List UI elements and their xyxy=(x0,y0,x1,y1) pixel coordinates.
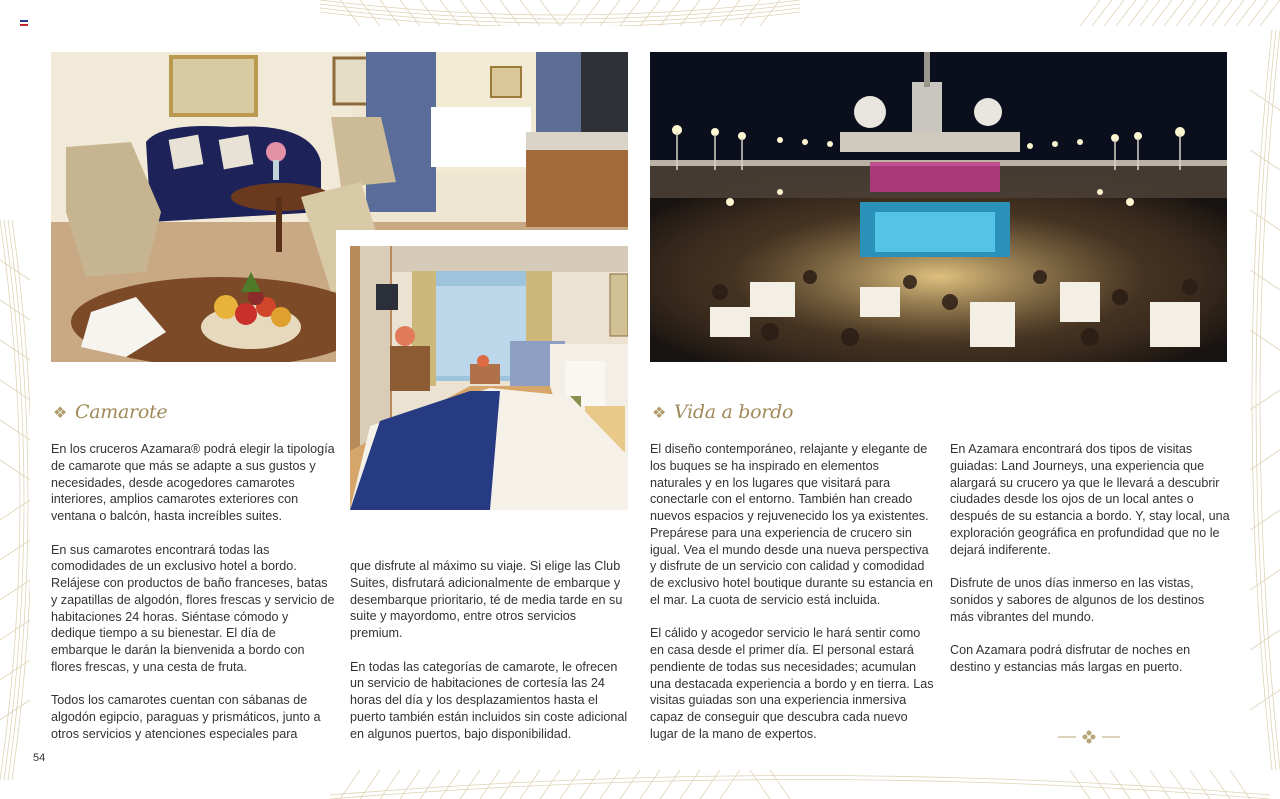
section-heading-vida-a-bordo xyxy=(652,401,793,423)
paragraph: que disfrute al máximo su viaje. Si elige las Club Suites, disfrutará adicionalmente de embarque y desembarque prioritario, té de media tarde en su suite y mayordomo, entre otros servicios premium. xyxy=(350,559,623,640)
paragraph: El cálido y acogedor servicio le hará sentir como en casa desde el primer día. El personal estará pendiente de todas sus necesidades; acumulan una destacada experiencia a bordo y en tierra. Las visitas guiadas son una experiencia inmersiva capaz de conseguir que descubra cada nuevo lugar de la mano de expertos. xyxy=(650,626,934,741)
section-title: Vida a bordo xyxy=(674,401,794,423)
flag-icon xyxy=(20,20,28,26)
decorative-lines-right xyxy=(1250,30,1280,770)
paragraph: Con Azamara podrá disfrutar de noches en destino y estancias más largas en puerto. xyxy=(950,643,1191,674)
paragraph: En todas las categorías de camarote, le ofrecen un servicio de habitaciones de cortesía las 24 horas del día y los desplazamientos hasta el puerto también están incluidos sin coste adicional en algunos puertos, bajo disponibilidad. xyxy=(350,659,628,741)
vida-a-bordo-column-2 xyxy=(950,441,1230,676)
camarote-column-1 xyxy=(51,441,335,743)
camarote-column-2 xyxy=(350,558,630,742)
paragraph: En los cruceros Azamara® podrá elegir la tipología de camarote que más se adapte a sus gustos y necesidades, desde acogedores camarotes interiores, amplios camarotes exteriores con ventana o balcón, hasta increíbles suites. xyxy=(51,442,335,523)
decorative-lines-bottom xyxy=(330,770,1270,799)
pool-deck-illustration xyxy=(650,52,1227,362)
four-petal-ornament-icon: ❖ xyxy=(652,403,667,422)
four-petal-ornament-icon: ❖ xyxy=(53,403,68,422)
cabin-bed-illustration xyxy=(350,246,628,510)
decorative-lines-top-center xyxy=(320,0,800,26)
ornamental-divider-icon xyxy=(1058,730,1120,744)
paragraph: El diseño contemporáneo, relajante y elegante de los buques se ha inspirado en elementos naturales y en los lugares que visitará para conectarle con el entorno. También han creado nuevos espacios y rejuvenecido los ya existentes. Prepárese para una experiencia de crucero sin igual. Vea el mundo desde una nueva perspectiva y disfrute de un servicio con calidad y comodidad de exclusivo hotel boutique durante su estancia en el mar. La cuota de servicio está incluida. xyxy=(650,442,933,607)
cabin-bed-photo xyxy=(350,246,628,510)
page-number: 54 xyxy=(33,752,46,764)
decorative-lines-top-right xyxy=(1080,0,1280,26)
paragraph: Disfrute de unos días inmerso en las vistas, sonidos y sabores de algunos de los destinos más vibrantes del mundo. xyxy=(950,576,1205,624)
paragraph: En Azamara encontrará dos tipos de visitas guiadas: Land Journeys, una experiencia que alargará su crucero ya que le llevará a descubrir ciudades desde los ojos de un local antes o después de su estancia a bordo. Y, stay local, una exploración geográfica en profundidad que no le dejará indiferente. xyxy=(950,442,1230,557)
decorative-lines-left xyxy=(0,220,30,780)
section-heading-camarote xyxy=(53,401,167,423)
section-title: Camarote xyxy=(75,401,168,423)
paragraph: Todos los camarotes cuentan con sábanas de algodón egipcio, paraguas y prismáticos, junto a otros servicios y atenciones especiales para xyxy=(51,693,321,741)
paragraph: En sus camarotes encontrará todas las comodidades de un exclusivo hotel a bordo. Relájese con productos de baño franceses, batas y zapatillas de algodón, flores frescas y servicio de habitaciones 24 horas. Siéntase cómodo y dedique tiempo a su bienestar. El día de embarque le darán la bienvenida a bordo con flores frescas, y una cesta de fruta. xyxy=(51,542,335,674)
pool-deck-night-photo xyxy=(650,52,1227,362)
vida-a-bordo-column-1 xyxy=(650,441,934,743)
